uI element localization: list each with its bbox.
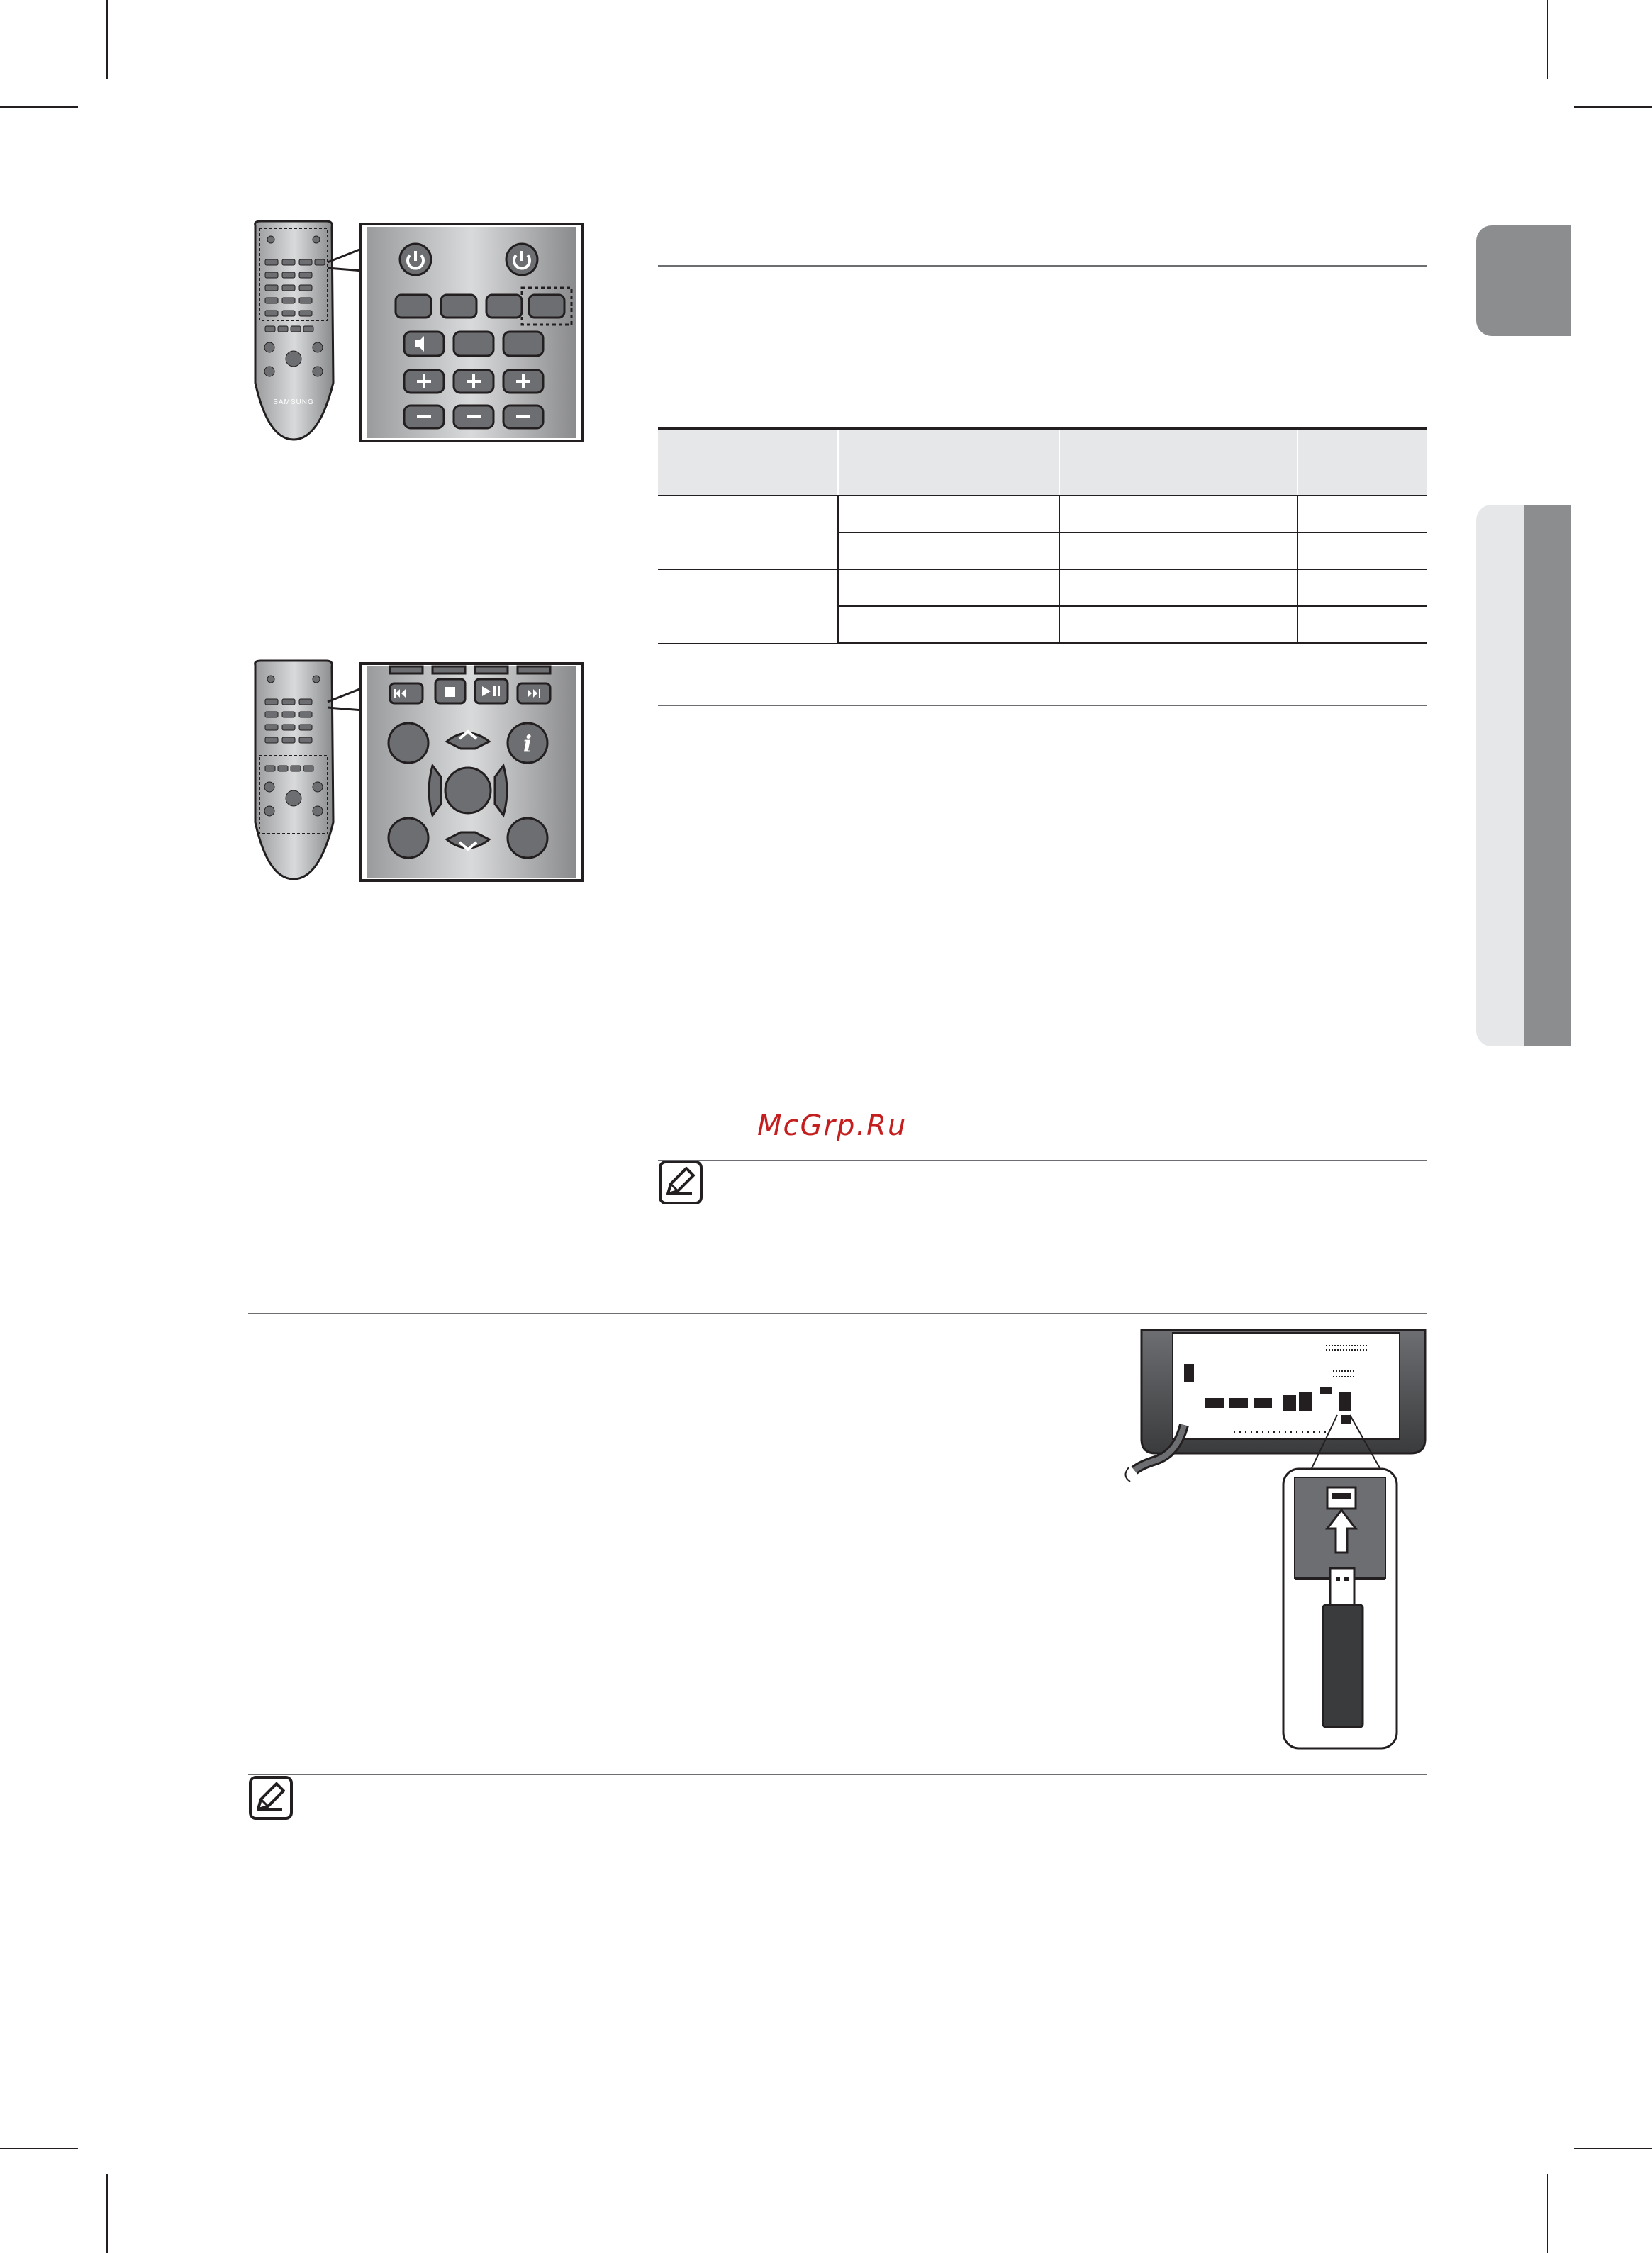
note-pencil-icon xyxy=(248,1775,294,1821)
section-rule-after-table xyxy=(658,705,1427,706)
crop-mark-top-right-v xyxy=(1547,0,1548,79)
crop-mark-top-left-h xyxy=(0,106,78,108)
note-pencil-icon xyxy=(658,1160,703,1205)
table-row xyxy=(658,496,1427,532)
watermark-text: McGrp.Ru xyxy=(757,1109,908,1142)
crop-mark-bottom-left-h xyxy=(0,2148,78,2149)
spec-table-header-cell xyxy=(1297,429,1427,496)
usb-connection-illustration xyxy=(1113,1319,1432,1758)
table-cell xyxy=(1297,532,1427,569)
table-cell xyxy=(1059,606,1297,644)
crop-mark-bottom-right-h xyxy=(1574,2148,1652,2149)
crop-mark-top-right-h xyxy=(1574,106,1652,108)
spec-table-header-cell xyxy=(838,429,1059,496)
remote-brand-label: SAMSUNG xyxy=(273,398,314,406)
spec-table-header-cell xyxy=(1059,429,1297,496)
table-cell xyxy=(1059,569,1297,606)
table-cell xyxy=(838,569,1059,606)
svg-text:i: i xyxy=(523,730,532,757)
chapter-tab-top xyxy=(1476,225,1571,336)
table-cell xyxy=(1059,532,1297,569)
note-rule-bottom xyxy=(248,1774,1427,1775)
spec-table-header-cell xyxy=(658,429,838,496)
table-row xyxy=(658,569,1427,606)
section-tab-background xyxy=(1476,505,1526,1046)
table-cell xyxy=(1297,569,1427,606)
crop-mark-bottom-left-v xyxy=(106,2174,108,2253)
note-rule-top xyxy=(658,1160,1427,1161)
spec-table-header-row xyxy=(658,429,1427,496)
table-cell xyxy=(838,532,1059,569)
section-rule-usb xyxy=(248,1313,1427,1314)
spec-table xyxy=(658,427,1427,644)
table-cell xyxy=(1297,606,1427,644)
remote-illustration-bottom xyxy=(241,659,588,886)
crop-mark-bottom-right-v xyxy=(1547,2174,1548,2253)
table-group-cell xyxy=(658,569,838,644)
section-tab-current xyxy=(1524,505,1571,1046)
table-group-cell xyxy=(658,496,838,569)
table-cell xyxy=(838,606,1059,644)
section-rule-top xyxy=(658,265,1427,267)
crop-mark-top-left-v xyxy=(106,0,108,79)
table-cell xyxy=(1297,496,1427,532)
table-cell xyxy=(838,496,1059,532)
remote-illustration-top xyxy=(241,220,588,447)
table-cell xyxy=(1059,496,1297,532)
